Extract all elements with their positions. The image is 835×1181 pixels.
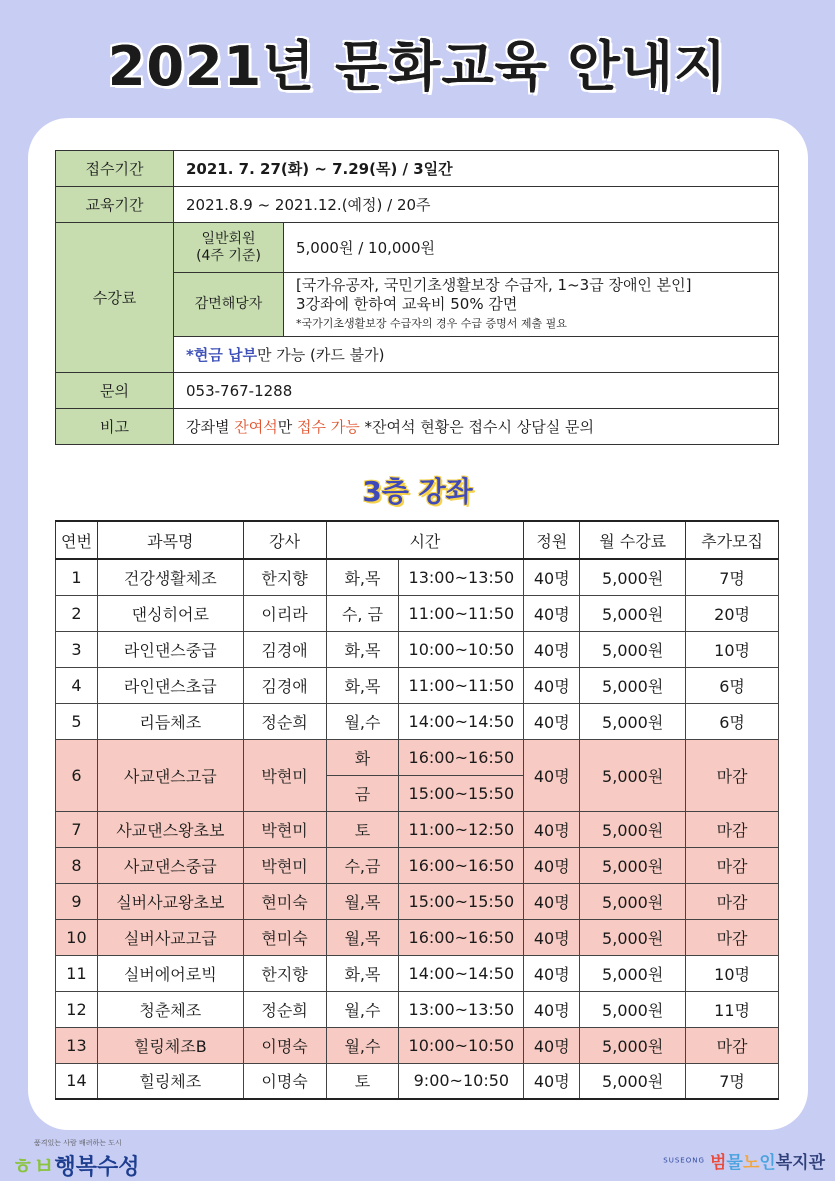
cell-time: 15:00~15:50 [399,775,524,811]
cell-capacity: 40명 [524,847,580,883]
cell-extra: 7명 [686,1063,779,1099]
cell-fee: 5,000원 [580,739,686,811]
cell-subject: 실버사교왕초보 [97,883,243,919]
table-row [56,595,779,631]
discount-line-2: 3강좌에 한하여 교육비 50% 감면 [296,295,518,313]
table-row [56,1027,779,1063]
cell-subject: 청춘체조 [97,991,243,1027]
info-table [55,150,779,445]
cell-teacher: 김경애 [243,667,326,703]
cell-extra: 6명 [686,667,779,703]
cell-subject: 댄싱히어로 [97,595,243,631]
cell-subject: 힐링체조 [97,1063,243,1099]
cell-days: 화,목 [326,667,399,703]
note-row [56,409,779,445]
note-highlight-2: 접수 가능 [297,418,360,436]
cell-fee: 5,000원 [580,703,686,739]
cell-no: 6 [56,739,98,811]
cell-extra: 20명 [686,595,779,631]
cell-days: 월,목 [326,919,399,955]
cell-capacity: 40명 [524,955,580,991]
registration-row [56,151,779,187]
cell-capacity: 40명 [524,739,580,811]
general-fee-value: 5,000원 / 10,000원 [284,223,779,273]
table-row [56,559,779,595]
cell-teacher: 박현미 [243,739,326,811]
cell-subject: 라인댄스초급 [97,667,243,703]
cell-extra: 10명 [686,955,779,991]
general-member-label-2: (4주 기준) [196,247,261,264]
cell-capacity: 40명 [524,811,580,847]
cell-teacher: 정순희 [243,991,326,1027]
section-title: 3층 강좌 [362,475,473,508]
logo-mark: ㅎㅂ [12,1155,55,1180]
name-char-4: 인 [759,1153,776,1173]
cell-days: 화,목 [326,631,399,667]
cell-days: 토 [326,1063,399,1099]
cell-days: 금 [326,775,399,811]
course-table-body [56,559,779,1099]
note-mid: 만 [277,418,297,436]
name-char-2: 물 [726,1153,743,1173]
cell-no: 14 [56,1063,98,1099]
cell-fee: 5,000원 [580,847,686,883]
cell-subject: 리듬체조 [97,703,243,739]
logo-name [12,1150,140,1181]
logo-suseong-label: SUSEONG [663,1156,705,1165]
cell-no: 4 [56,667,98,703]
header-teacher: 강사 [243,521,326,559]
cell-subject: 실버에어로빅 [97,955,243,991]
cell-subject: 사교댄스중급 [97,847,243,883]
cell-time: 14:00~14:50 [399,955,524,991]
cell-teacher: 이리라 [243,595,326,631]
cell-subject: 라인댄스중급 [97,631,243,667]
cell-time: 13:00~13:50 [399,559,524,595]
cash-note [174,337,779,373]
cell-days: 수,금 [326,847,399,883]
cell-capacity: 40명 [524,1027,580,1063]
period-row [56,187,779,223]
cash-prefix: * [186,346,194,364]
note-value [174,409,779,445]
cell-capacity: 40명 [524,667,580,703]
cell-days: 월,수 [326,703,399,739]
table-row [56,919,779,955]
cell-time: 11:00~11:50 [399,595,524,631]
cell-time: 16:00~16:50 [399,847,524,883]
table-row [56,883,779,919]
cell-extra: 마감 [686,1027,779,1063]
cell-capacity: 40명 [524,1063,580,1099]
cell-extra: 마감 [686,739,779,811]
cell-teacher: 이명숙 [243,1027,326,1063]
cell-fee: 5,000원 [580,631,686,667]
table-row [56,667,779,703]
cell-fee: 5,000원 [580,1063,686,1099]
cash-highlight: 현금 납부 [193,346,258,364]
general-fee-row [56,223,779,273]
cell-extra: 마감 [686,883,779,919]
cell-no: 10 [56,919,98,955]
period-label: 교육기간 [56,187,174,223]
cell-teacher: 김경애 [243,631,326,667]
cell-capacity: 40명 [524,883,580,919]
general-member-label [174,223,284,273]
note-prefix: 강좌별 [186,418,235,436]
discount-note: *국가기초생활보장 수급자의 경우 수급 증명서 제출 필요 [296,317,567,330]
cell-capacity: 40명 [524,595,580,631]
cell-time: 16:00~16:50 [399,919,524,955]
name-rest: 복지관 [775,1153,825,1173]
cell-no: 7 [56,811,98,847]
logo-tagline: 품격있는 사람 배려하는 도시 [34,1139,122,1147]
cell-days: 화,목 [326,559,399,595]
cell-teacher: 한지향 [243,559,326,595]
course-table-header [56,521,779,559]
cell-subject: 건강생활체조 [97,559,243,595]
cell-extra: 10명 [686,631,779,667]
cell-time: 14:00~14:50 [399,703,524,739]
cell-extra: 마감 [686,919,779,955]
cell-teacher: 현미숙 [243,883,326,919]
cell-no: 11 [56,955,98,991]
cell-time: 13:00~13:50 [399,991,524,1027]
cell-subject: 실버사교고급 [97,919,243,955]
registration-value: 2021. 7. 27(화) ~ 7.29(목) / 3일간 [174,151,779,187]
cell-capacity: 40명 [524,703,580,739]
cell-teacher: 박현미 [243,847,326,883]
contact-row [56,373,779,409]
general-member-label-1: 일반회원 [201,230,256,247]
cell-extra: 6명 [686,703,779,739]
header-no: 연번 [56,521,98,559]
cell-extra: 마감 [686,847,779,883]
cell-capacity: 40명 [524,991,580,1027]
table-row [56,847,779,883]
cell-capacity: 40명 [524,919,580,955]
cell-days: 토 [326,811,399,847]
cell-fee: 5,000원 [580,883,686,919]
contact-value: 053-767-1288 [174,373,779,409]
cell-subject: 사교댄스왕초보 [97,811,243,847]
cell-time: 9:00~10:50 [399,1063,524,1099]
cell-teacher: 박현미 [243,811,326,847]
cell-fee: 5,000원 [580,919,686,955]
note-highlight-1: 잔여석 [234,418,278,436]
cell-capacity: 40명 [524,559,580,595]
cell-subject: 힐링체조B [97,1027,243,1063]
course-table [55,520,779,1100]
discount-line-1: [국가유공자, 국민기초생활보장 수급자, 1~3급 장애인 본인] [296,276,692,294]
haengbok-suseong-logo [12,1138,140,1180]
discount-value [284,273,779,337]
cell-days: 화,목 [326,955,399,991]
cell-fee: 5,000원 [580,811,686,847]
header-capacity: 정원 [524,521,580,559]
cell-no: 12 [56,991,98,1027]
table-row [56,955,779,991]
header-fee: 월 수강료 [580,521,686,559]
cell-extra: 11명 [686,991,779,1027]
cell-time: 10:00~10:50 [399,1027,524,1063]
note-label: 비고 [56,409,174,445]
cell-time: 10:00~10:50 [399,631,524,667]
cell-no: 1 [56,559,98,595]
table-row [56,991,779,1027]
cell-time: 16:00~16:50 [399,739,524,775]
welfare-center-name [710,1153,825,1173]
page-title: 2021년 문화교육 안내지 [107,35,728,98]
cell-fee: 5,000원 [580,955,686,991]
cell-extra: 마감 [686,811,779,847]
table-row [56,1063,779,1099]
welfare-center-logo [663,1148,825,1174]
cell-extra: 7명 [686,559,779,595]
name-char-3: 노 [742,1153,760,1173]
cell-subject: 사교댄스고급 [97,739,243,811]
cell-no: 9 [56,883,98,919]
cell-days: 월,목 [326,883,399,919]
cell-no: 13 [56,1027,98,1063]
cell-fee: 5,000원 [580,1027,686,1063]
logo-text: 행복수성 [54,1155,140,1180]
header-time: 시간 [326,521,524,559]
fee-label: 수강료 [56,223,174,373]
cell-fee: 5,000원 [580,667,686,703]
cell-capacity: 40명 [524,631,580,667]
cash-suffix: 만 가능 (카드 불가) [257,346,385,364]
table-row [56,739,779,775]
cell-time: 15:00~15:50 [399,883,524,919]
cell-fee: 5,000원 [580,595,686,631]
cell-no: 3 [56,631,98,667]
cell-days: 화 [326,739,399,775]
note-suffix: *잔여석 현황은 접수시 상담실 문의 [359,418,594,436]
registration-label: 접수기간 [56,151,174,187]
cell-fee: 5,000원 [580,991,686,1027]
cell-no: 5 [56,703,98,739]
cell-time: 11:00~12:50 [399,811,524,847]
cell-days: 월,수 [326,1027,399,1063]
cell-days: 수, 금 [326,595,399,631]
cell-days: 월,수 [326,991,399,1027]
header-extra: 추가모집 [686,521,779,559]
cell-time: 11:00~11:50 [399,667,524,703]
cell-teacher: 한지향 [243,955,326,991]
contact-label: 문의 [56,373,174,409]
table-row [56,811,779,847]
table-row [56,631,779,667]
table-row [56,703,779,739]
cell-fee: 5,000원 [580,559,686,595]
cell-no: 8 [56,847,98,883]
name-char-1: 범 [709,1153,727,1173]
discount-label: 감면해당자 [174,273,284,337]
cell-no: 2 [56,595,98,631]
cell-teacher: 정순희 [243,703,326,739]
cell-teacher: 이명숙 [243,1063,326,1099]
cell-teacher: 현미숙 [243,919,326,955]
period-value: 2021.8.9 ~ 2021.12.(예정) / 20주 [174,187,779,223]
header-subject: 과목명 [97,521,243,559]
